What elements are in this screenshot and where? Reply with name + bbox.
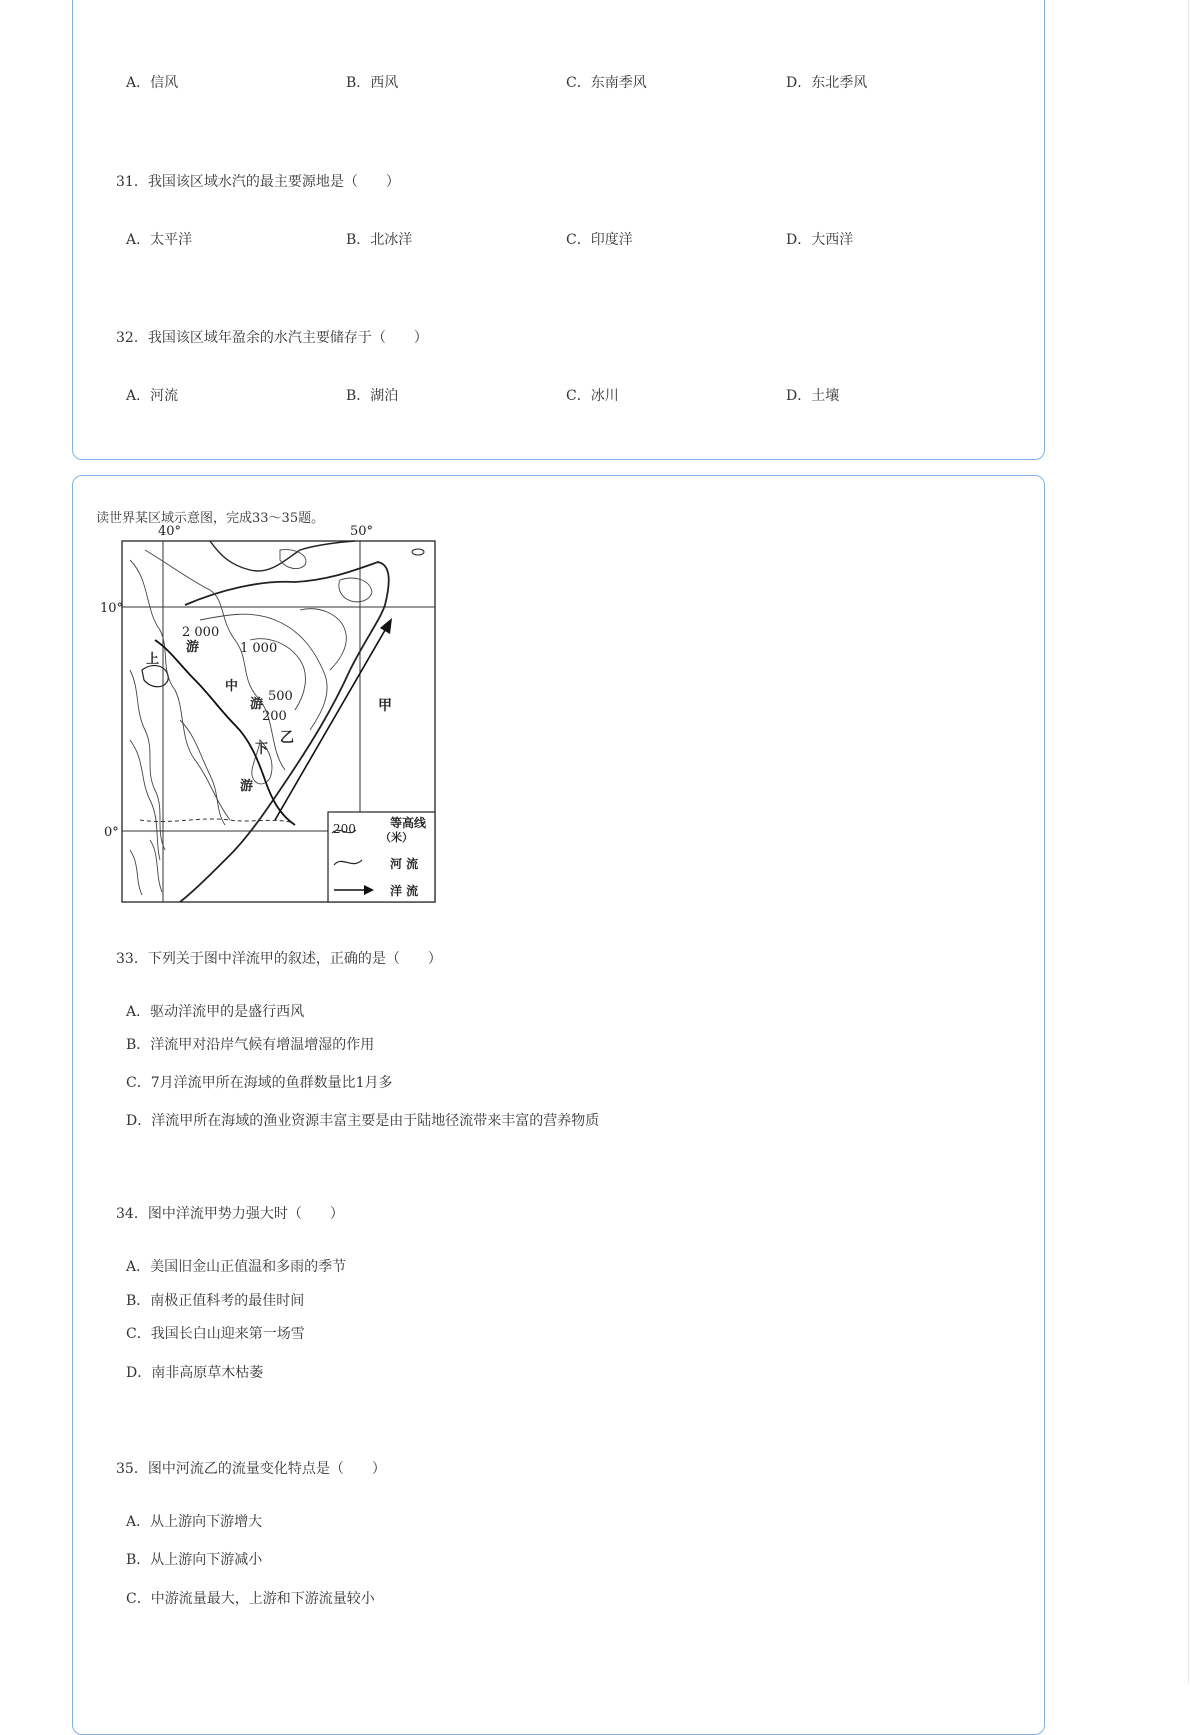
map-lat-10: 10° [100, 601, 124, 616]
q30-option-d[interactable]: D．东北季风 [786, 75, 868, 91]
legend-river-label: 河 流 [390, 857, 419, 871]
q31-option-a[interactable]: A．太平洋 [126, 232, 193, 248]
q32-option-a[interactable]: A．河流 [126, 388, 179, 404]
map-label-you-upper: 游 [186, 640, 200, 655]
q32-stem: 32．我国该区域年盈余的水汽主要储存于（ ） [116, 330, 428, 346]
map-label-you-middle: 游 [250, 697, 264, 712]
current-jia-line [275, 625, 388, 820]
q31-option-d[interactable]: D．大西洋 [786, 232, 854, 248]
map-lat-0: 0° [104, 825, 119, 840]
map-label-river-yi: 乙 [280, 730, 294, 746]
q35-option-c[interactable]: C．中游流量最大，上游和下游流量较小 [126, 1591, 375, 1607]
legend-contour-label: 等高线 [390, 816, 427, 830]
q34-option-b[interactable]: B．南极正值科考的最佳时间 [126, 1293, 305, 1309]
map-lon-40: 40° [158, 524, 182, 539]
map-contour-1000: 1 000 [240, 641, 278, 656]
source-loop [142, 665, 168, 686]
q34-option-d[interactable]: D．南非高原草木枯萎 [126, 1365, 264, 1381]
gulf-coast [210, 541, 355, 571]
q35-option-b[interactable]: B．从上游向下游减小 [126, 1552, 263, 1568]
region-map-svg [100, 520, 445, 905]
q31-option-c[interactable]: C．印度洋 [566, 232, 633, 248]
q33-option-a[interactable]: A．驱动洋流甲的是盛行西风 [126, 1004, 305, 1020]
map-contour-500: 500 [268, 689, 293, 704]
map-label-current-jia: 甲 [378, 698, 392, 714]
q30-option-a[interactable]: A．信风 [126, 75, 179, 91]
map-label-middle: 中 [225, 679, 239, 694]
legend-contour-unit: （米） [380, 831, 413, 844]
legend-current-label: 洋 流 [390, 884, 419, 898]
section-intro: 读世界某区域示意图，完成33～35题。 [96, 511, 325, 526]
q32-option-c[interactable]: C．冰川 [566, 388, 619, 404]
q34-stem: 34．图中洋流甲势力强大时（ ） [116, 1206, 344, 1222]
map-label-lower: 下 [255, 742, 269, 757]
q31-stem: 31．我国该区域水汽的最主要源地是（ ） [116, 174, 400, 190]
question-card-30-32 [72, 0, 1045, 460]
page-right-rule [1188, 0, 1189, 1684]
region-map-figure [100, 520, 445, 905]
q30-option-c[interactable]: C．东南季风 [566, 75, 647, 91]
map-contour-200: 200 [262, 709, 287, 724]
island [412, 549, 424, 555]
q33-stem: 33．下列关于图中洋流甲的叙述，正确的是（ ） [116, 951, 442, 967]
q32-option-b[interactable]: B．湖泊 [346, 388, 399, 404]
q34-option-a[interactable]: A．美国旧金山正值温和多雨的季节 [126, 1259, 347, 1275]
q32-option-d[interactable]: D．土壤 [786, 388, 840, 404]
q30-option-b[interactable]: B．西风 [346, 75, 399, 91]
q35-option-a[interactable]: A．从上游向下游增大 [126, 1514, 263, 1530]
map-label-upper: 上 [146, 652, 160, 667]
current-jia-arrowhead [380, 618, 392, 634]
map-lon-50: 50° [350, 524, 374, 539]
q35-stem: 35．图中河流乙的流量变化特点是（ ） [116, 1461, 386, 1477]
q31-option-b[interactable]: B．北冰洋 [346, 232, 413, 248]
q34-option-c[interactable]: C．我国长白山迎来第一场雪 [126, 1326, 305, 1342]
q33-option-d[interactable]: D．洋流甲所在海域的渔业资源丰富主要是由于陆地径流带来丰富的营养物质 [126, 1113, 600, 1129]
q33-option-c[interactable]: C．7月洋流甲所在海域的鱼群数量比1月多 [126, 1075, 393, 1091]
map-contour-2000: 2 000 [182, 625, 220, 640]
q33-option-b[interactable]: B．洋流甲对沿岸气候有增温增湿的作用 [126, 1037, 375, 1053]
legend-contour-value: 200 [333, 822, 356, 836]
map-label-you-lower: 游 [240, 779, 254, 794]
